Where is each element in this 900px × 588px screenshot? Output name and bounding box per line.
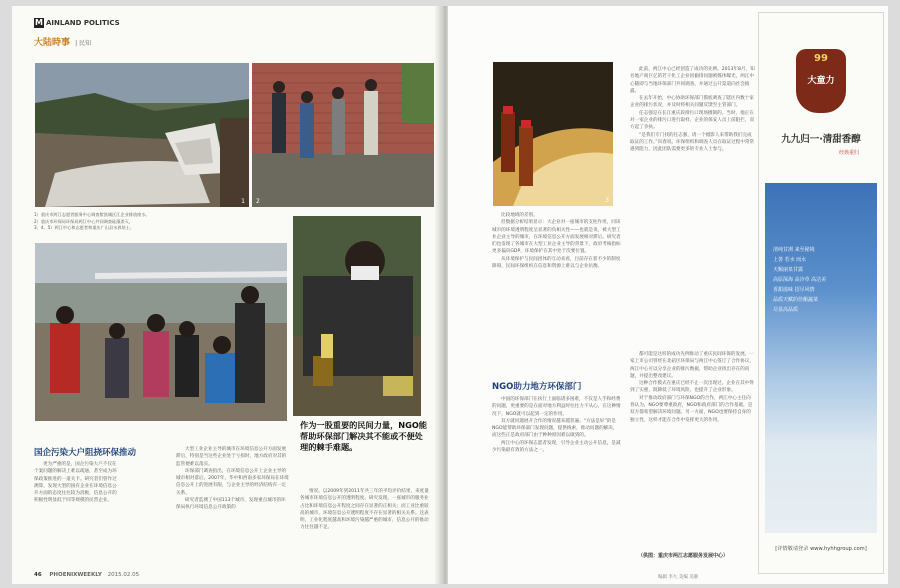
ad-brand: 大童力 — [807, 76, 835, 86]
photo-number: 1 — [241, 198, 245, 205]
section-sub: | 民知 — [75, 40, 92, 47]
paragraph: 环保部门调查指出，在环境信息公开上企业主导的城市相对落后。2007年，华中和西南多家环保局在环境信息公开上的进展有限，与企业主导的经济结构有一定关系。 — [176, 468, 289, 496]
caption-line: 1）重庆市两江志愿者服务中心调查紫凯城区江企业排放废水。 — [34, 212, 150, 217]
paragraph: 任志强是在长江重庆段排污口现场摄制的。当时，他正在对一家企业的排污口进行取样，企业的保安人员上前阻拦，双方起了争执。 — [630, 110, 755, 131]
mid-col-heading: NGO助力地方环保部门 — [492, 382, 582, 392]
photo-masked-man — [293, 216, 421, 416]
section-en: AINLAND POLITICS — [46, 19, 120, 27]
paragraph: 从环境保护与民间团体的互动来看，目前存在着不少的制度障碍，民间环保组织在信息和资源上难以与企业抗衡。 — [492, 256, 621, 270]
paragraph: 对于推动政府部门与环保NGO的合作，两江中心主任向春认为，NGO要尊重政府，NGO和政府部门的合作基础，是双方都希望解决环境问题。另一方面，NGO也要保持自身的独立性，这样才能在合作中发挥更大的作用。 — [630, 395, 753, 423]
paragraph: 在去年开始，中心协助环保部门摸底调查了辖区内数十家企业的排污状况，并及时将相关问题反馈至主管部门。 — [630, 96, 754, 109]
section-m-logo: M — [35, 18, 43, 27]
photo-number: 3 — [605, 197, 609, 204]
paragraph: 都可能是这样的成功先例推动了重庆民间环保的发展。一家上市公司曾经在北碚区环保局与两江中心签订了合作协议，两江中心可以分享企业的排污数据，帮助企业找出存在的问题，并提出整改建议。 — [630, 352, 755, 379]
photo-captions — [34, 212, 244, 232]
photo-waterfall — [35, 63, 249, 207]
right-col-body — [630, 66, 755, 346]
ad-poem — [773, 245, 826, 315]
mid-col-body-2 — [492, 396, 622, 571]
paragraph: 比较地域的差别。 — [501, 213, 538, 218]
ad-poem-line: 香甜滋味 招尽风情 — [773, 287, 815, 293]
ad-badge — [796, 49, 846, 113]
right-page — [448, 6, 888, 584]
left-col1-body — [34, 461, 120, 571]
paragraph: 中国的环保部门在执行上面临诸多困难，不仅是人手和经费的问题，更重要的是在面对地方利益时往往力不从心。在这种情况下，NGO就可以起到一定的作用。 — [492, 397, 621, 417]
ad-poem-line: 清纯甘冽 来至秘境 — [773, 247, 815, 253]
ad-poem-line: 高原深海 高冷草 高洁美 — [773, 277, 827, 283]
left-col2-body — [176, 446, 290, 571]
section-cn: 大陆時事 — [34, 38, 71, 48]
photo-number: 2 — [256, 198, 260, 205]
ad-image — [765, 183, 877, 533]
paragraph: 两江中心的环保志愿者发现，引导企业主动公开信息，是减少污染最有效的方法之一。 — [492, 440, 621, 454]
paragraph: 情况。以2009年到2011年共三年的平均评价结果，来度量各城市环境信息公开的透明程度。研究发现，一座城市的服务业占比和环境信息公开程度之间存在显著的正相关；而工业比重较高的城市，环境信息公开透明程度不存在显著的相关关系。这表明，工业化程度越高和环境污染越严重的城市，信息公开的推动力往往越不足。 — [300, 489, 429, 531]
pull-quote: 作为一股重要的民间力量，NGO能帮助环保部门解决其不能或不便处理的棘手难题。 — [300, 420, 427, 452]
ad-contact: [详情敬请登录 www.hyhhgroup.com] — [775, 546, 867, 552]
left-col3-body — [300, 488, 430, 571]
left-page — [12, 6, 442, 584]
magazine-name: PHOENIXWEEKLY — [49, 572, 102, 578]
paragraph: 研究者监测了中国113个城市，发现重点城市的环保局执行环境信息公开政策的 — [176, 498, 286, 511]
photo-attribution: （供图：重庆市两江志愿服务发展中心） — [638, 553, 729, 559]
ad-poem-line: 尽显高品质 — [773, 307, 799, 313]
photo-investigation — [252, 63, 436, 207]
paragraph: 但数据分析结果显示：大企业对一座城市的支柱作用，同该城市的环境透明程度呈显著的负相关性——也就是说，被大型工业企业主导的城市，在环境信息公开方面发展相对滞后。研究者们也发现了各城市在大型工业企业主导的背景下，政府考核指标更多偏向GDP，环境保护在其中处于次要位置。 — [492, 220, 621, 255]
ad-subtitle: 经典重归 — [839, 150, 860, 156]
caption-line: 2）重庆市环保局环保局两江中心共同调查硅藻杀灭。 — [34, 218, 133, 224]
page-footer — [34, 572, 139, 578]
caption-line: 3、4、5）两江中心和志愿者和重庆广山县水界培土。 — [34, 225, 135, 230]
paragraph: 这种合作模式在重庆已经不止一次出现过。企业在其中得到了实惠，既降低了环境风险，也提升了企业形象。 — [630, 381, 754, 394]
paragraph: 更为严重的是，国企污染大户不仅在个案问题的解决上难以疏通，甚至成为环保政策推进的一道关卡。研究者们曾作过测算，发现大型的国有企业在环境信息公开方面的态度往往较为消极，信息公开的积极性明显低于同等规模的民营企业。 — [34, 462, 117, 504]
paragraph: 此前，两江中心已经创造了成功的先例。2013年8月，知名地产商巨亿的若干化工企业因偷排问题被媒体曝光，两江中心随即与当地环保部门共同调查，并通过公开渠道向社会披露。 — [630, 67, 755, 94]
ad-poem-line: 天赐丽泉甘露 — [773, 267, 804, 273]
photo-water-samples — [493, 62, 613, 206]
issue-date: 2015.02.05 — [107, 572, 140, 578]
paragraph: 大型工业企业主导的城市在环境信息公开方面发展滞后，特别是当这些企业处于亏损时，地方政府对其的监管便难以落实。 — [176, 447, 287, 467]
paragraph: “是我们专门找的任志强，请一个摄影人来帮助我们完成取证的工作。”向春说，环保组织和调查人员在取证过程中常常遇到阻力，因此团队需要更多的专业人士参与。 — [630, 132, 755, 153]
mid-col-body — [492, 212, 622, 362]
ad-poem-line: 上善 若水 而水 — [773, 257, 807, 263]
ad-poem-line: 品质天赋的佳酿蔬菜 — [773, 297, 819, 303]
ad-slogan: 九九归一·清甜香醇 — [781, 134, 861, 145]
page-number: 46 — [34, 572, 42, 578]
paragraph: 双方就问题展开合作的情况越来越普遍。“方法是好”的是NGO能帮助环保部门发现问题，提供线索，推动问题的解决，而这些正是政府部门由于种种原因难以做到的。 — [492, 418, 618, 439]
footer-credits: 编辑 李九 美编 美静 — [658, 575, 699, 580]
section-header — [34, 18, 120, 49]
ad-badge-number: 99 — [814, 53, 828, 64]
right-col-body-2 — [630, 351, 755, 551]
photo-students — [35, 243, 287, 421]
left-col1-heading: 国企污染大户阻挠环保推动 — [34, 448, 137, 458]
advertisement — [758, 12, 884, 574]
